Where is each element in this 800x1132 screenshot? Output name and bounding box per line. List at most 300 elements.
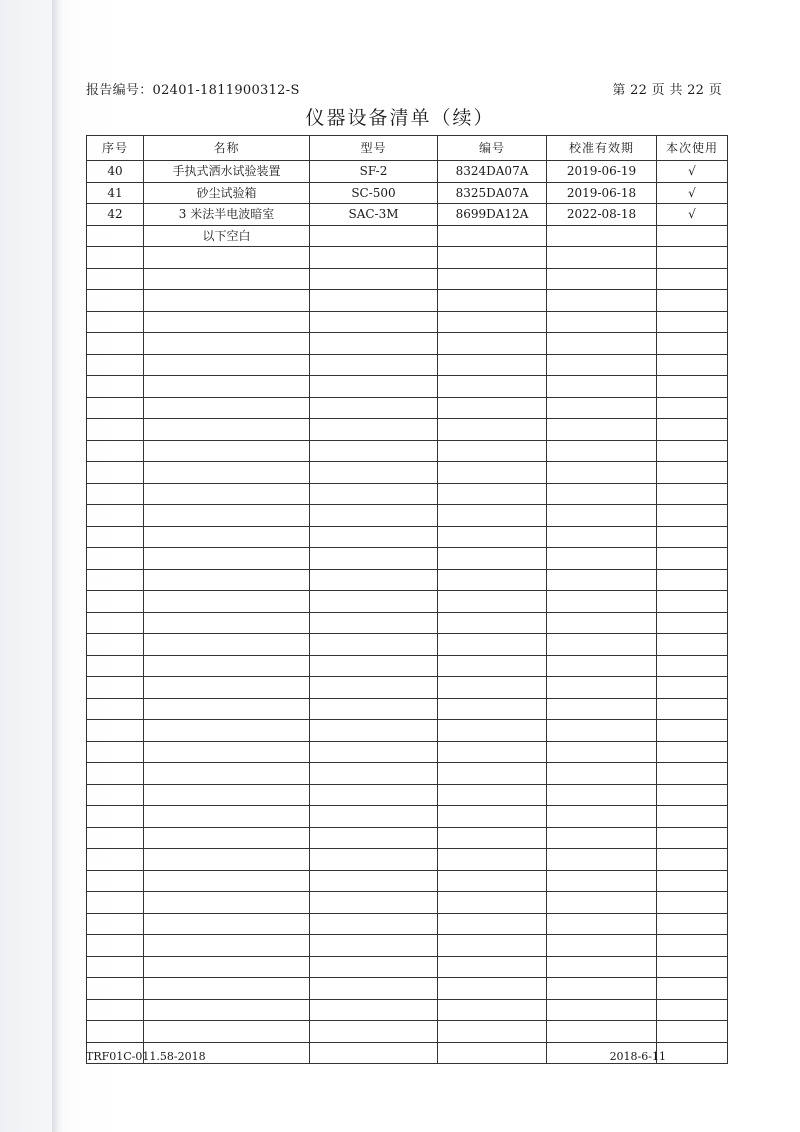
- blank-table-cell: [657, 763, 728, 785]
- blank-table-cell: [87, 569, 144, 591]
- blank-table-cell: [547, 548, 657, 570]
- blank-table-cell: [310, 247, 438, 269]
- blank-table-cell: [87, 655, 144, 677]
- blank-table-row: [87, 720, 728, 742]
- blank-table-cell: [310, 505, 438, 527]
- blank-table-cell: [438, 591, 547, 613]
- blank-table-cell: [547, 870, 657, 892]
- blank-table-cell: [438, 870, 547, 892]
- table-cell: 8325DA07A: [438, 182, 547, 204]
- blank-table-cell: [310, 268, 438, 290]
- blank-table-cell: [438, 978, 547, 1000]
- blank-table-cell: [547, 311, 657, 333]
- blank-table-cell: [310, 548, 438, 570]
- blank-table-cell: [438, 612, 547, 634]
- blank-table-cell: [438, 935, 547, 957]
- blank-table-cell: [657, 655, 728, 677]
- blank-table-row: [87, 806, 728, 828]
- blank-table-cell: [657, 548, 728, 570]
- blank-table-cell: [87, 870, 144, 892]
- blank-table-cell: [547, 526, 657, 548]
- blank-table-cell: [657, 1021, 728, 1043]
- blank-table-cell: [657, 419, 728, 441]
- blank-table-cell: [87, 311, 144, 333]
- blank-table-row: [87, 419, 728, 441]
- blank-table-cell: [144, 1021, 310, 1043]
- blank-table-cell: [438, 698, 547, 720]
- equipment-table: [86, 135, 728, 1064]
- blank-table-cell: [144, 247, 310, 269]
- blank-table-cell: [657, 290, 728, 312]
- blank-table-cell: [144, 548, 310, 570]
- blank-table-cell: [438, 376, 547, 398]
- blank-table-cell: [310, 827, 438, 849]
- blank-table-cell: [144, 290, 310, 312]
- blank-table-cell: [438, 462, 547, 484]
- blank-table-cell: [438, 999, 547, 1021]
- table-cell: SAC-3M: [310, 204, 438, 226]
- blank-table-cell: [547, 419, 657, 441]
- table-cell: 3 米法半电波暗室: [144, 204, 310, 226]
- blank-table-cell: [438, 677, 547, 699]
- blank-table-cell: [310, 763, 438, 785]
- blank-table-cell: [657, 849, 728, 871]
- blank-table-cell: [144, 354, 310, 376]
- blank-table-cell: [310, 720, 438, 742]
- blank-table-row: [87, 612, 728, 634]
- blank-table-cell: [87, 268, 144, 290]
- blank-table-cell: [438, 440, 547, 462]
- blank-table-cell: [87, 956, 144, 978]
- blank-table-cell: [87, 806, 144, 828]
- blank-table-cell: [144, 483, 310, 505]
- blank-table-cell: [657, 999, 728, 1021]
- table-cell: 8699DA12A: [438, 204, 547, 226]
- blank-table-row: [87, 311, 728, 333]
- blank-table-cell: [144, 505, 310, 527]
- blank-table-cell: [657, 892, 728, 914]
- blank-table-cell: [547, 612, 657, 634]
- blank-table-cell: [87, 634, 144, 656]
- blank-table-cell: [87, 419, 144, 441]
- column-header: 序号: [87, 136, 144, 161]
- blank-table-row: [87, 634, 728, 656]
- table-cell: SC-500: [310, 182, 438, 204]
- blank-table-cell: [657, 1042, 728, 1064]
- blank-table-cell: [144, 462, 310, 484]
- blank-table-cell: [144, 268, 310, 290]
- blank-table-cell: [547, 935, 657, 957]
- blank-table-cell: [547, 505, 657, 527]
- blank-table-cell: [657, 806, 728, 828]
- page-title: 仪器设备清单（续）: [305, 107, 495, 129]
- blank-table-cell: [438, 247, 547, 269]
- blank-table-cell: [87, 526, 144, 548]
- blank-table-cell: [310, 440, 438, 462]
- column-header: 本次使用: [657, 136, 728, 161]
- blank-table-cell: [438, 634, 547, 656]
- blank-table-cell: [144, 397, 310, 419]
- blank-table-cell: [547, 397, 657, 419]
- blank-table-cell: [657, 354, 728, 376]
- blank-table-cell: [87, 784, 144, 806]
- blank-table-row: [87, 440, 728, 462]
- blank-table-cell: [144, 419, 310, 441]
- blank-table-cell: [310, 591, 438, 613]
- table-cell: 砂尘试验箱: [144, 182, 310, 204]
- blank-table-cell: [547, 1021, 657, 1043]
- blank-table-cell: [144, 892, 310, 914]
- table-cell: √: [657, 182, 728, 204]
- blank-table-cell: [438, 827, 547, 849]
- blank-table-cell: [310, 698, 438, 720]
- blank-table-cell: [87, 698, 144, 720]
- blank-table-cell: [438, 956, 547, 978]
- blank-table-cell: [144, 720, 310, 742]
- blank-table-cell: [547, 333, 657, 355]
- blank-table-cell: [310, 978, 438, 1000]
- blank-table-row: [87, 1021, 728, 1043]
- table-cell: 手执式洒水试验装置: [144, 161, 310, 183]
- blank-table-cell: [87, 376, 144, 398]
- blank-table-cell: [144, 999, 310, 1021]
- blank-table-cell: [310, 741, 438, 763]
- table-cell: SF-2: [310, 161, 438, 183]
- blank-table-cell: [310, 956, 438, 978]
- table-row: [87, 182, 728, 204]
- table-header-row: [87, 136, 728, 161]
- blank-table-cell: [87, 612, 144, 634]
- blank-table-cell: [144, 698, 310, 720]
- blank-table-cell: [87, 677, 144, 699]
- blank-table-cell: [547, 440, 657, 462]
- form-code: TRF01C-011.58-2018: [86, 1050, 206, 1063]
- blank-table-cell: [310, 290, 438, 312]
- blank-table-row: [87, 290, 728, 312]
- blank-table-cell: [438, 311, 547, 333]
- blank-table-cell: [547, 892, 657, 914]
- blank-table-row: [87, 483, 728, 505]
- blank-table-cell: [310, 655, 438, 677]
- blank-table-cell: [438, 655, 547, 677]
- blank-table-cell: [144, 784, 310, 806]
- blank-table-row: [87, 333, 728, 355]
- blank-table-cell: [438, 806, 547, 828]
- blank-table-cell: [438, 268, 547, 290]
- blank-table-cell: [438, 741, 547, 763]
- blank-table-cell: [547, 913, 657, 935]
- blank-table-cell: [547, 462, 657, 484]
- blank-table-cell: [657, 870, 728, 892]
- blank-table-cell: [657, 720, 728, 742]
- blank-table-cell: [657, 440, 728, 462]
- blank-table-cell: [547, 354, 657, 376]
- blank-table-row: [87, 526, 728, 548]
- blank-table-cell: [547, 634, 657, 656]
- blank-table-cell: [310, 634, 438, 656]
- blank-table-cell: [310, 419, 438, 441]
- blank-table-cell: [87, 720, 144, 742]
- blank-table-cell: [657, 247, 728, 269]
- blank-table-cell: [547, 483, 657, 505]
- table-cell: 2019-06-18: [547, 182, 657, 204]
- blank-table-cell: [87, 548, 144, 570]
- blank-table-cell: [657, 462, 728, 484]
- blank-table-cell: [438, 1021, 547, 1043]
- blank-table-cell: [87, 763, 144, 785]
- table-cell: 40: [87, 161, 144, 183]
- blank-table-cell: [547, 956, 657, 978]
- blank-table-cell: [144, 849, 310, 871]
- blank-table-cell: [87, 741, 144, 763]
- blank-table-row: [87, 827, 728, 849]
- blank-table-cell: [87, 591, 144, 613]
- blank-table-cell: [657, 827, 728, 849]
- blank-table-cell: [87, 935, 144, 957]
- blank-table-cell: [657, 505, 728, 527]
- blank-table-row: [87, 505, 728, 527]
- column-header: 校准有效期: [547, 136, 657, 161]
- blank-table-cell: [438, 849, 547, 871]
- blank-table-row: [87, 892, 728, 914]
- blank-table-cell: [310, 913, 438, 935]
- blank-table-cell: [438, 290, 547, 312]
- blank-table-cell: [657, 741, 728, 763]
- blank-table-cell: [310, 333, 438, 355]
- blank-table-cell: [657, 698, 728, 720]
- blank-table-cell: [310, 376, 438, 398]
- blank-table-cell: [438, 548, 547, 570]
- blank-table-cell: [547, 677, 657, 699]
- blank-table-cell: [547, 698, 657, 720]
- blank-table-cell: [87, 827, 144, 849]
- blank-table-cell: [310, 526, 438, 548]
- blank-table-cell: [547, 591, 657, 613]
- blank-table-cell: [144, 741, 310, 763]
- table-cell: [87, 225, 144, 247]
- blank-table-cell: [87, 333, 144, 355]
- blank-table-cell: [87, 1021, 144, 1043]
- blank-table-row: [87, 935, 728, 957]
- blank-table-row: [87, 462, 728, 484]
- blank-table-cell: [438, 333, 547, 355]
- blank-table-cell: [87, 397, 144, 419]
- blank-table-cell: [310, 677, 438, 699]
- blank-table-cell: [87, 978, 144, 1000]
- table-cell: [657, 225, 728, 247]
- blank-table-row: [87, 591, 728, 613]
- blank-table-cell: [438, 397, 547, 419]
- blank-table-cell: [144, 806, 310, 828]
- blank-table-cell: [144, 677, 310, 699]
- blank-table-cell: [547, 268, 657, 290]
- blank-table-cell: [657, 268, 728, 290]
- blank-table-cell: [657, 784, 728, 806]
- table-row: [87, 204, 728, 226]
- blank-table-cell: [438, 784, 547, 806]
- blank-table-row: [87, 870, 728, 892]
- blank-table-cell: [438, 526, 547, 548]
- blank-table-cell: [547, 720, 657, 742]
- binding-shadow: [52, 0, 62, 1132]
- blank-table-cell: [657, 677, 728, 699]
- blank-table-cell: [144, 333, 310, 355]
- blank-table-cell: [547, 806, 657, 828]
- blank-table-row: [87, 247, 728, 269]
- blank-table-cell: [547, 784, 657, 806]
- blank-table-cell: [547, 827, 657, 849]
- blank-table-cell: [144, 612, 310, 634]
- form-date: 2018-6-11: [609, 1050, 666, 1063]
- blank-table-cell: [547, 763, 657, 785]
- blank-table-cell: [547, 290, 657, 312]
- blank-table-row: [87, 784, 728, 806]
- table-cell: [547, 225, 657, 247]
- table-cell: 以下空白: [144, 225, 310, 247]
- table-row: [87, 161, 728, 183]
- blank-table-cell: [438, 419, 547, 441]
- table-row: [87, 225, 728, 247]
- blank-table-cell: [547, 569, 657, 591]
- blank-table-cell: [657, 935, 728, 957]
- blank-table-cell: [87, 440, 144, 462]
- blank-table-cell: [657, 634, 728, 656]
- blank-table-row: [87, 569, 728, 591]
- report-number: 报告编号：02401-1811900312-S: [86, 83, 300, 98]
- blank-table-cell: [310, 311, 438, 333]
- blank-table-cell: [657, 483, 728, 505]
- blank-table-cell: [310, 999, 438, 1021]
- blank-table-cell: [310, 397, 438, 419]
- blank-table-cell: [87, 354, 144, 376]
- blank-table-cell: [438, 763, 547, 785]
- blank-table-cell: [144, 935, 310, 957]
- blank-table-cell: [144, 591, 310, 613]
- blank-table-cell: [547, 376, 657, 398]
- blank-table-cell: [310, 870, 438, 892]
- blank-table-cell: [310, 612, 438, 634]
- blank-table-cell: [547, 741, 657, 763]
- blank-table-cell: [657, 376, 728, 398]
- blank-table-cell: [87, 913, 144, 935]
- blank-table-cell: [438, 483, 547, 505]
- blank-table-cell: [144, 569, 310, 591]
- blank-table-cell: [438, 354, 547, 376]
- blank-table-cell: [87, 483, 144, 505]
- blank-table-row: [87, 677, 728, 699]
- blank-table-cell: [144, 913, 310, 935]
- blank-table-cell: [657, 956, 728, 978]
- table-cell: [438, 225, 547, 247]
- table-cell: 42: [87, 204, 144, 226]
- blank-table-row: [87, 849, 728, 871]
- blank-table-row: [87, 397, 728, 419]
- blank-table-cell: [87, 290, 144, 312]
- blank-table-cell: [310, 1021, 438, 1043]
- blank-table-cell: [438, 569, 547, 591]
- blank-table-cell: [657, 397, 728, 419]
- table-cell: 8324DA07A: [438, 161, 547, 183]
- table-cell: 41: [87, 182, 144, 204]
- blank-table-cell: [657, 333, 728, 355]
- blank-table-cell: [144, 440, 310, 462]
- blank-table-cell: [310, 354, 438, 376]
- blank-table-cell: [438, 505, 547, 527]
- blank-table-row: [87, 548, 728, 570]
- blank-table-row: [87, 978, 728, 1000]
- blank-table-cell: [547, 999, 657, 1021]
- blank-table-row: [87, 763, 728, 785]
- table-cell: 2019-06-19: [547, 161, 657, 183]
- blank-table-row: [87, 268, 728, 290]
- blank-table-cell: [144, 956, 310, 978]
- blank-table-cell: [657, 569, 728, 591]
- blank-table-row: [87, 956, 728, 978]
- blank-table-row: [87, 354, 728, 376]
- blank-table-cell: [310, 462, 438, 484]
- blank-table-row: [87, 913, 728, 935]
- blank-table-row: [87, 376, 728, 398]
- column-header: 编号: [438, 136, 547, 161]
- blank-table-cell: [657, 591, 728, 613]
- blank-table-cell: [144, 827, 310, 849]
- blank-table-cell: [438, 892, 547, 914]
- blank-table-cell: [310, 1042, 438, 1064]
- blank-table-cell: [547, 247, 657, 269]
- table-cell: 2022-08-18: [547, 204, 657, 226]
- table-cell: √: [657, 161, 728, 183]
- page-number: 第 22 页 共 22 页: [612, 83, 722, 98]
- blank-table-cell: [144, 634, 310, 656]
- table-cell: √: [657, 204, 728, 226]
- blank-table-cell: [438, 720, 547, 742]
- blank-table-cell: [87, 849, 144, 871]
- blank-table-cell: [310, 892, 438, 914]
- blank-table-cell: [310, 784, 438, 806]
- blank-table-cell: [87, 505, 144, 527]
- blank-table-cell: [144, 376, 310, 398]
- blank-table-cell: [657, 612, 728, 634]
- blank-table-cell: [87, 247, 144, 269]
- blank-table-cell: [310, 849, 438, 871]
- column-header: 型号: [310, 136, 438, 161]
- blank-table-cell: [310, 806, 438, 828]
- blank-table-row: [87, 741, 728, 763]
- blank-table-row: [87, 999, 728, 1021]
- blank-table-cell: [547, 978, 657, 1000]
- blank-table-cell: [87, 892, 144, 914]
- blank-table-cell: [438, 913, 547, 935]
- table-cell: [310, 225, 438, 247]
- blank-table-cell: [144, 870, 310, 892]
- blank-table-cell: [547, 655, 657, 677]
- blank-table-row: [87, 655, 728, 677]
- blank-table-cell: [438, 1042, 547, 1064]
- blank-table-cell: [657, 913, 728, 935]
- blank-table-cell: [87, 999, 144, 1021]
- blank-table-cell: [144, 763, 310, 785]
- blank-table-row: [87, 698, 728, 720]
- blank-table-cell: [547, 849, 657, 871]
- blank-table-cell: [657, 978, 728, 1000]
- blank-table-cell: [310, 483, 438, 505]
- column-header: 名称: [144, 136, 310, 161]
- blank-table-cell: [657, 526, 728, 548]
- blank-table-cell: [657, 311, 728, 333]
- blank-table-cell: [144, 526, 310, 548]
- blank-table-cell: [87, 462, 144, 484]
- blank-table-cell: [144, 311, 310, 333]
